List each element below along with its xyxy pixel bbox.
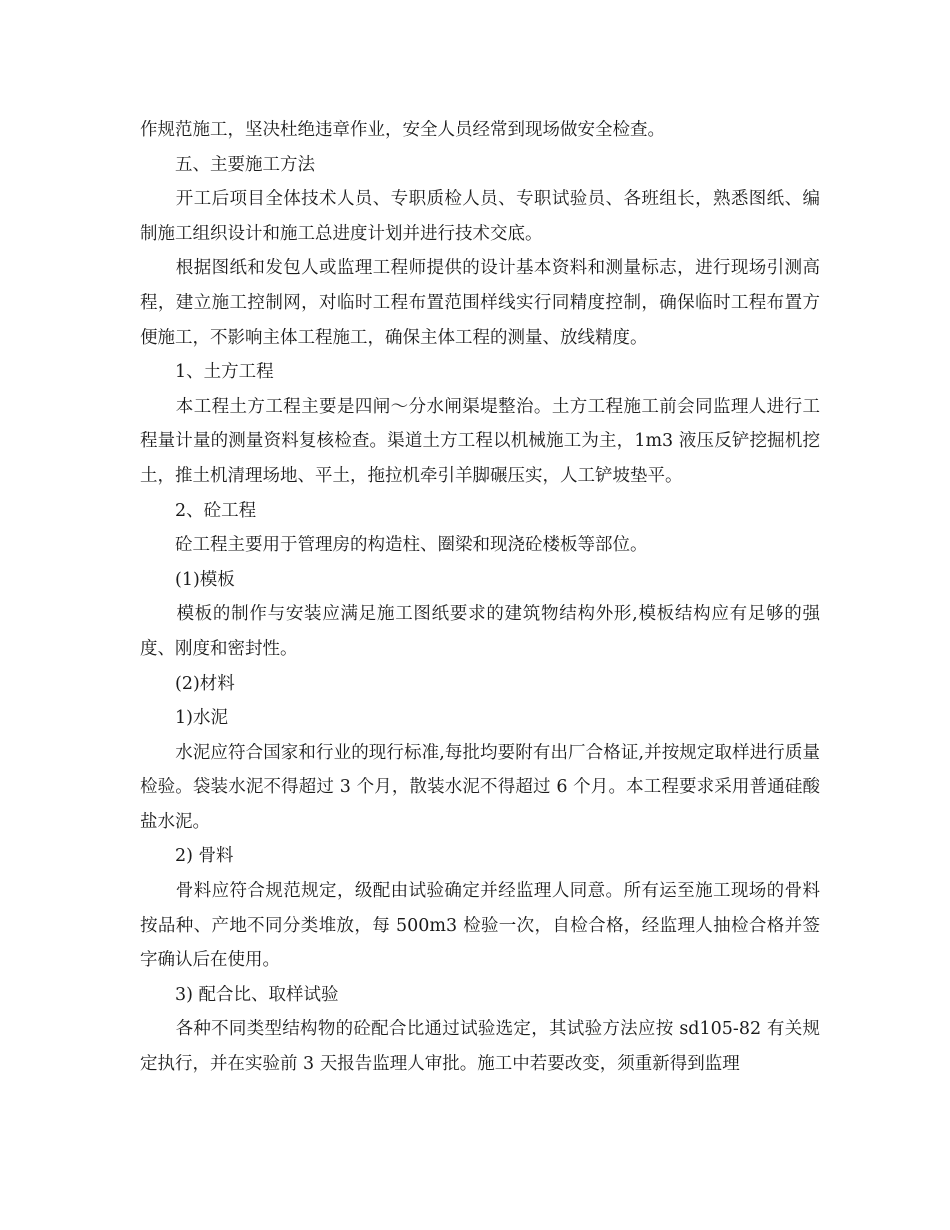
heading-concrete-work: 2、砼工程 <box>140 500 257 521</box>
paragraph-mix-ratio: 各种不同类型结构物的砼配合比通过试验选定，其试验方法应按 sd105-82 有关规定执行，并在实验前 3 天报告监理人审批。施工中若要改变，须重新得到监理 <box>140 1019 820 1075</box>
paragraph-earthwork: 本工程土方工程主要是四闸～分水闸渠堤整治。土方工程施工前会同监理人进行工程量计量的测量资料复核检查。渠道土方工程以机械施工为主，1m3 液压反铲挖掘机挖土，推土机清理场地、平土，拖拉机牵引羊脚碾压实，人工铲坡垫平。 <box>140 396 820 486</box>
heading-materials: (2)材料 <box>140 673 235 694</box>
heading-mix-ratio: 3) 配合比、取样试验 <box>140 984 339 1005</box>
paragraph-cement: 水泥应符合国家和行业的现行标准,每批均要附有出厂合格证,并按规定取样进行质量检验。袋装水泥不得超过 3 个月，散装水泥不得超过 6 个月。本工程要求采用普通硅酸盐水泥。 <box>140 742 820 832</box>
paragraph-preparation: 开工后项目全体技术人员、专职质检人员、专职试验员、各班组长，熟悉图纸、编制施工组织设计和施工总进度计划并进行技术交底。 <box>140 189 820 244</box>
paragraph-survey-control: 根据图纸和发包人或监理工程师提供的设计基本资料和测量标志，进行现场引测高程，建立施工控制网，对临时工程布置范围样线实行同精度控制，确保临时工程布置方便施工，不影响主体工程施工，确保主体工程的测量、放线精度。 <box>140 258 820 348</box>
document-body <box>140 113 820 1082</box>
heading-cement: 1)水泥 <box>140 708 228 729</box>
heading-formwork: (1)模板 <box>140 569 235 590</box>
paragraph-safety-check: 作规范施工，坚决杜绝违章作业，安全人员经常到现场做安全检查。 <box>140 120 665 140</box>
heading-aggregate: 2) 骨料 <box>140 846 234 867</box>
heading-earthwork: 1、土方工程 <box>140 362 274 383</box>
heading-main-methods: 五、主要施工方法 <box>140 154 315 175</box>
paragraph-aggregate: 骨料应符合规范规定，级配由试验确定并经监理人同意。所有运至施工现场的骨料按品种、产地不同分类堆放，每 500m3 检验一次，自检合格，经监理人抽检合格并签字确认后在使用。 <box>140 881 820 971</box>
paragraph-formwork: 模板的制作与安装应满足施工图纸要求的建筑物结构外形,模板结构应有足够的强度、刚度和密封性。 <box>140 604 820 659</box>
paragraph-concrete-usage: 砼工程主要用于管理房的构造柱、圈梁和现浇砼楼板等部位。 <box>140 535 648 556</box>
